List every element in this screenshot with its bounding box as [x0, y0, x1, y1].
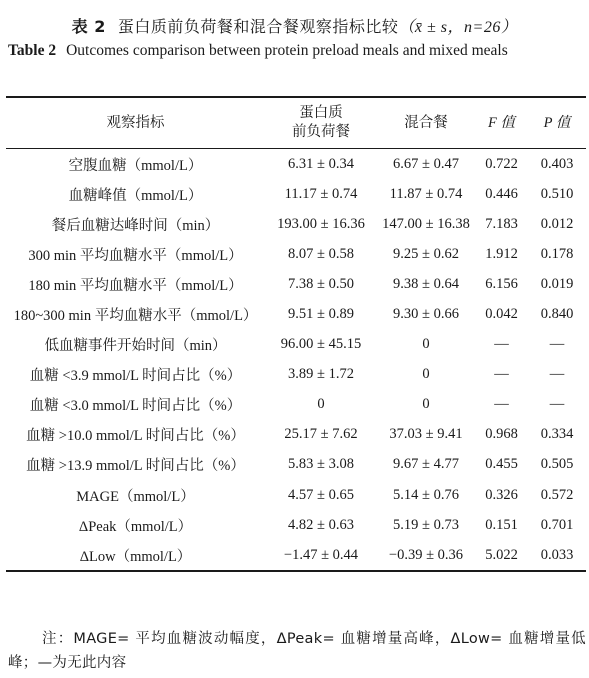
cell-mixed-meal: 11.87 ± 0.74 [389, 185, 463, 202]
cell-indicator: 餐后血糖达峰时间（min） [51, 217, 220, 234]
cell-p-value: 0.505 [540, 456, 574, 473]
cell-p-value: 0.510 [540, 185, 574, 202]
table-stats-cn: （x̄ ± s，n=26） [398, 19, 518, 36]
cell-f-value: 1.912 [485, 245, 518, 262]
cell-protein-preload: 6.31 ± 0.34 [288, 155, 354, 172]
cell-protein-preload: 96.00 ± 45.15 [280, 336, 362, 353]
cell-protein-preload: 5.83 ± 3.08 [288, 456, 354, 473]
table-body [6, 149, 586, 572]
cell-mixed-meal: 0 [422, 366, 430, 383]
cell-protein-preload: 11.17 ± 0.74 [284, 185, 358, 202]
cell-indicator: ΔPeak（mmol/L） [78, 518, 193, 535]
cell-f-value: — [494, 396, 509, 413]
cell-indicator: 300 min 平均血糖水平（mmol/L） [28, 247, 243, 264]
cell-p-value: — [549, 336, 565, 353]
cell-mixed-meal: 9.25 ± 0.62 [393, 245, 459, 262]
table-label-en: Table 2 [8, 42, 57, 59]
table-row [6, 510, 586, 540]
cell-protein-preload: 9.51 ± 0.89 [288, 306, 354, 323]
cell-protein-preload: 4.82 ± 0.63 [288, 516, 354, 533]
table-title-en: Outcomes comparison between protein preload meals and mixed meals [66, 42, 508, 59]
cell-p-value: 0.572 [540, 486, 574, 503]
table-row [6, 239, 586, 269]
cell-indicator: 血糖 >13.9 mmol/L 时间占比（%） [26, 458, 245, 475]
cell-mixed-meal: −0.39 ± 0.36 [388, 546, 464, 563]
table-row [6, 540, 586, 571]
table-row [6, 299, 586, 329]
cell-indicator: 血糖 >10.0 mmol/L 时间占比（%） [26, 428, 245, 445]
cell-indicator: 血糖峰值（mmol/L） [68, 187, 203, 204]
cell-f-value: 7.183 [485, 215, 518, 232]
table-note: 注：MAGE= 平均血糖波动幅度，ΔPeak= 血糖增量高峰，ΔLow= 血糖增量低峰；—为无此内容 [8, 631, 586, 671]
cell-protein-preload: 193.00 ± 16.36 [277, 215, 365, 232]
cell-mixed-meal: 5.19 ± 0.73 [393, 516, 459, 533]
cell-p-value: 0.012 [540, 215, 574, 232]
outcomes-table [6, 96, 586, 572]
table-title-cn: 蛋白质前负荷餐和混合餐观察指标比较 [117, 17, 399, 36]
header-protein-preload-line2: 前负荷餐 [292, 124, 350, 140]
cell-p-value: — [549, 396, 565, 413]
header-mixed-meal: 混合餐 [404, 114, 448, 131]
table-row [6, 179, 586, 209]
table-row [6, 390, 586, 420]
cell-f-value: 0.151 [485, 516, 518, 533]
cell-protein-preload: 7.38 ± 0.50 [288, 275, 354, 292]
cell-f-value: — [494, 336, 509, 353]
table-header-row [6, 97, 586, 149]
cell-protein-preload: 25.17 ± 7.62 [284, 426, 358, 443]
cell-protein-preload: −1.47 ± 0.44 [283, 546, 359, 563]
cell-f-value: — [494, 366, 509, 383]
cell-f-value: 0.968 [485, 426, 518, 443]
cell-mixed-meal: 5.14 ± 0.76 [393, 486, 459, 503]
cell-indicator: MAGE（mmol/L） [76, 488, 195, 505]
cell-p-value: 0.033 [540, 546, 574, 563]
cell-f-value: 0.455 [485, 456, 518, 473]
cell-p-value: 0.019 [540, 275, 574, 292]
cell-mixed-meal: 9.38 ± 0.64 [393, 275, 459, 292]
cell-mixed-meal: 0 [422, 396, 430, 413]
cell-p-value: 0.840 [540, 306, 574, 323]
table-caption-cn [0, 14, 589, 37]
table-row [6, 420, 586, 450]
cell-mixed-meal: 0 [422, 336, 430, 353]
header-f-value: F 值 [488, 114, 515, 131]
table-row [6, 450, 586, 480]
table-row [6, 209, 586, 239]
cell-p-value: 0.178 [540, 245, 574, 262]
cell-p-value: 0.334 [540, 426, 574, 443]
cell-protein-preload: 4.57 ± 0.65 [288, 486, 354, 503]
cell-mixed-meal: 9.30 ± 0.66 [393, 306, 459, 323]
header-indicator: 观察指标 [106, 114, 165, 131]
cell-p-value: 0.701 [540, 516, 574, 533]
header-p-value: P 值 [543, 114, 571, 131]
cell-mixed-meal: 147.00 ± 16.38 [382, 215, 470, 232]
cell-f-value: 0.446 [485, 185, 518, 202]
cell-mixed-meal: 9.67 ± 4.77 [393, 456, 459, 473]
cell-indicator: 血糖 <3.0 mmol/L 时间占比（%） [29, 398, 242, 415]
cell-indicator: ΔLow（mmol/L） [79, 548, 192, 565]
cell-p-value: — [549, 366, 565, 383]
cell-protein-preload: 8.07 ± 0.58 [288, 245, 354, 262]
cell-f-value: 0.042 [485, 306, 518, 323]
cell-protein-preload: 3.89 ± 1.72 [288, 366, 354, 383]
table-row [6, 330, 586, 360]
header-protein-preload [265, 97, 377, 149]
table-row [6, 360, 586, 390]
cell-protein-preload: 0 [317, 396, 325, 413]
cell-f-value: 6.156 [485, 275, 518, 292]
header-protein-preload-line1: 蛋白质 [299, 105, 343, 121]
cell-p-value: 0.403 [540, 155, 574, 172]
table-label-cn: 表 2 [71, 17, 106, 36]
cell-indicator: 低血糖事件开始时间（min） [44, 338, 227, 355]
cell-indicator: 血糖 <3.9 mmol/L 时间占比（%） [29, 368, 242, 385]
table-caption-en [8, 39, 586, 62]
table-row [6, 480, 586, 510]
cell-mixed-meal: 37.03 ± 9.41 [389, 426, 463, 443]
cell-f-value: 5.022 [485, 546, 518, 563]
cell-indicator: 180~300 min 平均血糖水平（mmol/L） [13, 308, 258, 325]
cell-indicator: 180 min 平均血糖水平（mmol/L） [28, 277, 243, 294]
cell-f-value: 0.326 [485, 486, 518, 503]
cell-mixed-meal: 6.67 ± 0.47 [393, 155, 459, 172]
cell-indicator: 空腹血糖（mmol/L） [68, 157, 203, 174]
table-row [6, 149, 586, 180]
cell-f-value: 0.722 [485, 155, 518, 172]
table-row [6, 269, 586, 299]
